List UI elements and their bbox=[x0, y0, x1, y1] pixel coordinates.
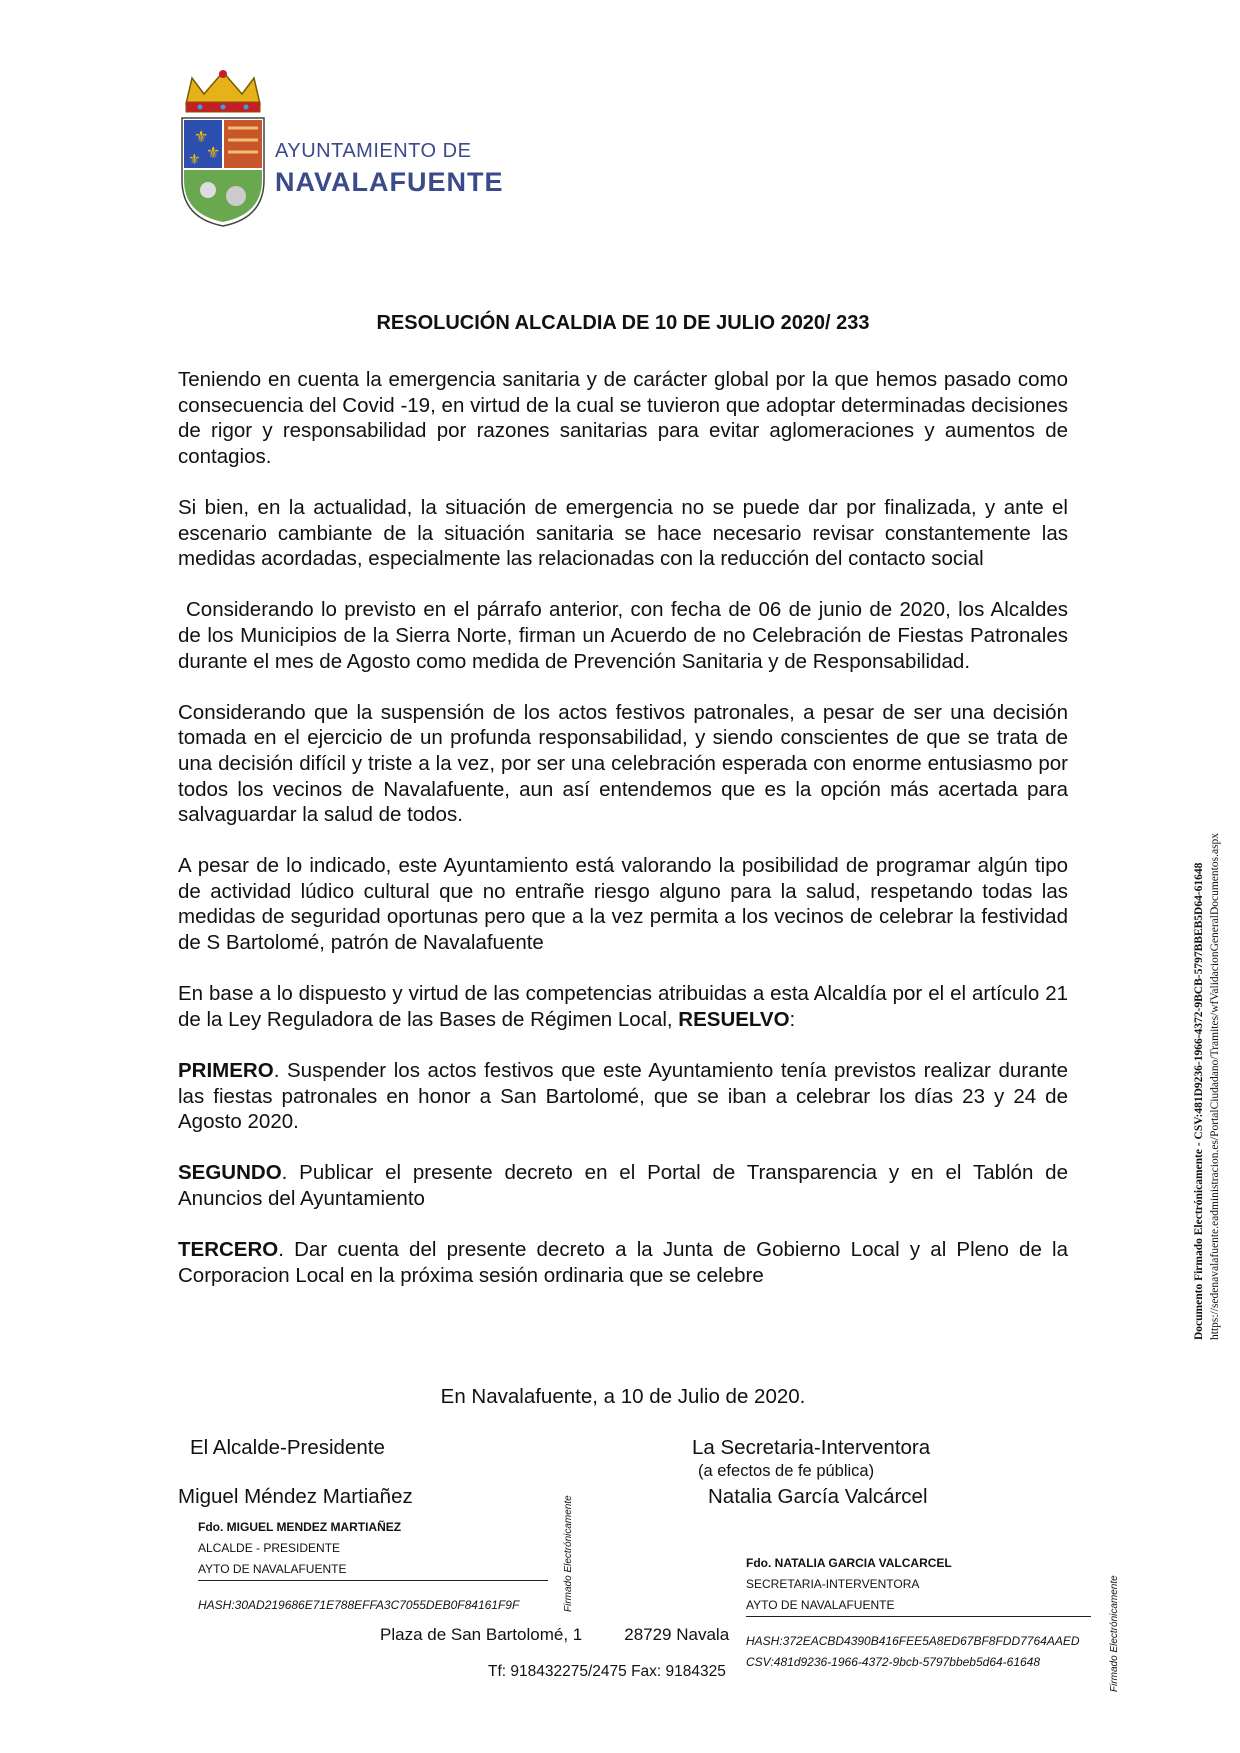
footer-street: Plaza de San Bartolomé, 1 bbox=[380, 1625, 583, 1644]
paragraph-6-end: : bbox=[789, 1007, 796, 1031]
stamp-mayor-vertical-label: Firmado Electrónicamente bbox=[563, 1495, 574, 1612]
municipal-logo bbox=[178, 68, 518, 228]
resolution-primero bbox=[178, 1058, 1068, 1135]
paragraph-1: Teniendo en cuenta la emergencia sanitaria y de carácter global por la que hemos pasado como consecuencia del Covid -19, en virtud de la cual se tuvieron que adoptar determinadas decisiones de rigor y responsabilidad por razones sanitarias para evitar aglomeraciones y aumentos de contagios. bbox=[178, 368, 1068, 468]
segundo-text: . Publicar el presente decreto en el Portal de Transparencia y en el Tablón de Anuncios del Ayuntamiento bbox=[178, 1161, 1068, 1210]
footer-zip: 28729 Navala bbox=[624, 1625, 730, 1644]
primero-label: PRIMERO bbox=[178, 1059, 274, 1083]
secretary-title: La Secretaria-Interventora bbox=[692, 1436, 931, 1459]
primero-text: . Suspender los actos festivos que este Ayuntamiento tenía previstos realizar durante las fiestas patronales en honor a San Bartolomé, que se iban a celebrar los días 23 y 24 de Agosto 2020. bbox=[178, 1059, 1068, 1134]
paragraph-2: Si bien, en la actualidad, la situación de emergencia no se puede dar por finalizada, y ante el escenario cambiante de la situación sanitaria se hace necesario revisar constantemente las medidas acordadas, especialmente las relacionadas con la reducción del contacto social bbox=[178, 495, 1068, 571]
paragraph-3: Considerando lo previsto en el párrafo anterior, con fecha de 06 de junio de 2020, los Alcaldes de los Municipios de la Sierra Norte, firman un Acuerdo de no Celebración de Fiestas Patronales durante el mes de Agosto como medida de Prevención Sanitaria y de Responsabilidad. bbox=[178, 598, 1068, 673]
signature-stamp-secretary bbox=[746, 1553, 1091, 1673]
footer-address bbox=[380, 1625, 729, 1645]
place-and-date: En Navalafuente, a 10 de Julio de 2020. bbox=[440, 1385, 806, 1408]
stamp-secretary-vertical-label: Firmado Electrónicamente bbox=[1109, 1575, 1120, 1692]
secretary-name: Natalia García Valcárcel bbox=[708, 1485, 928, 1508]
mayor-name: Miguel Méndez Martiañez bbox=[178, 1485, 413, 1508]
secretary-note: (a efectos de fe pública) bbox=[698, 1462, 875, 1480]
signature-stamp-mayor bbox=[198, 1517, 548, 1616]
paragraph-4: Considerando que la suspensión de los actos festivos patronales, a pesar de ser una decisión tomada en el ejercicio de un profunda responsabilidad, y siendo conscientes de que se trata de una decisión difícil y triste a la vez, por ser una celebración esperada con enorme entusiasmo por todos los vecinos de Navalafuente, aun así entendemos que es la opción más acertada para salvaguardar la salud de todos. bbox=[178, 700, 1068, 827]
svg-text:⚜: ⚜ bbox=[206, 145, 221, 162]
org-name-line2: NAVALAFUENTE bbox=[275, 167, 504, 197]
svg-text:⚜: ⚜ bbox=[188, 151, 201, 167]
side-validation-stamp bbox=[1191, 833, 1223, 1340]
org-name-line1: AYUNTAMIENTO DE bbox=[275, 140, 472, 162]
stamp-secretary-hash: HASH:372EACBD4390B416FEE5A8ED67BF8FDD7764AAED bbox=[746, 1634, 1080, 1648]
paragraph-5: A pesar de lo indicado, este Ayuntamiento está valorando la posibilidad de programar algún tipo de actividad lúdico cultural que no entrañe riesgo alguno para la salud, respetando todas las medidas de seguridad oportunas pero que a la vez permita a los vecinos de celebrar la festividad de S Bartolomé, patrón de Navalafuente bbox=[178, 854, 1068, 955]
document-title: RESOLUCIÓN ALCALDIA DE 10 DE JULIO 2020/ 233 bbox=[376, 312, 870, 334]
stamp-secretary-org: AYTO DE NAVALAFUENTE bbox=[746, 1595, 1091, 1617]
svg-text:⚜: ⚜ bbox=[194, 129, 209, 146]
footer-phone: Tf: 918432275/2475 Fax: 9184325 bbox=[488, 1663, 726, 1680]
stamp-secretary-csv: CSV:481d9236-1966-4372-9bcb-5797bbeb5d64-61648 bbox=[746, 1655, 1041, 1669]
stamp-mayor-role: ALCALDE - PRESIDENTE bbox=[198, 1541, 341, 1555]
tercero-text: . Dar cuenta del presente decreto a la Junta de Gobierno Local y al Pleno de la Corporacion Local en la próxima sesión ordinaria que se celebre bbox=[178, 1238, 1068, 1287]
segundo-label: SEGUNDO bbox=[178, 1161, 282, 1185]
stamp-mayor-hash: HASH:30AD219686E71E788EFFA3C7055DEB0F84161F9F bbox=[198, 1598, 520, 1612]
stamp-mayor-signer: Fdo. MIGUEL MENDEZ MARTIAÑEZ bbox=[198, 1520, 402, 1534]
stamp-mayor-org: AYTO DE NAVALAFUENTE bbox=[198, 1559, 548, 1581]
resuelvo-label: RESUELVO bbox=[678, 1007, 790, 1031]
resolution-segundo bbox=[178, 1160, 1068, 1211]
paragraph-6-text: En base a lo dispuesto y virtud de las competencias atribuidas a esta Alcaldía por el el artículo 21 de la Ley Reguladora de las Bases de Régimen Local, bbox=[178, 982, 1068, 1031]
tercero-label: TERCERO bbox=[178, 1238, 279, 1262]
resolution-tercero bbox=[178, 1237, 1068, 1288]
document-body bbox=[178, 367, 1068, 1314]
side-csv-line: Documento Firmado Electrónicamente - CSV:481D9236-1966-4372-9BCB-5797BBEB5D64-61648 bbox=[1193, 862, 1205, 1340]
mayor-title: El Alcalde-Presidente bbox=[190, 1436, 385, 1459]
paragraph-6 bbox=[178, 981, 1068, 1032]
side-validation-url: https://sedenavalafuente.eadministracion.es/PortalCiudadano/Tramites/wfValidacionGeneralDocumentos.aspx bbox=[1209, 832, 1221, 1340]
coat-of-arms-icon bbox=[178, 68, 268, 228]
stamp-secretary-signer: Fdo. NATALIA GARCIA VALCARCEL bbox=[746, 1556, 952, 1570]
stamp-secretary-role: SECRETARIA-INTERVENTORA bbox=[746, 1577, 920, 1591]
